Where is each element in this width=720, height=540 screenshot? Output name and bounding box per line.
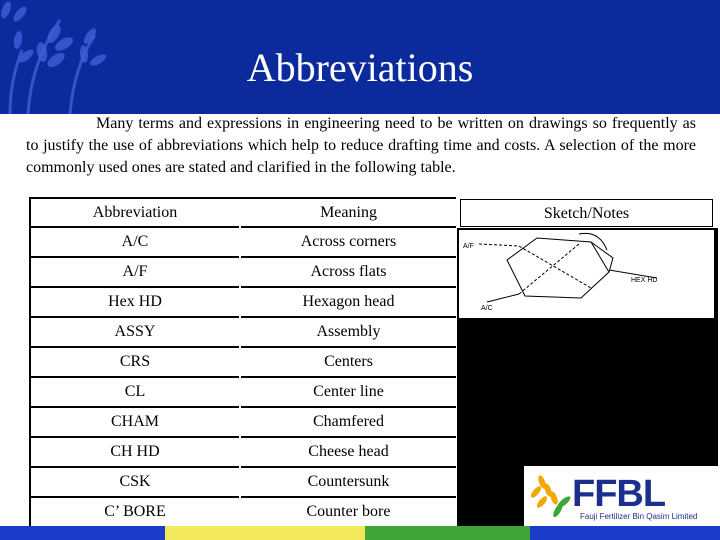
footer-color-bar [0, 526, 720, 540]
logo-name: FFBL [572, 473, 666, 515]
title-banner [0, 0, 720, 114]
table-row [31, 406, 456, 436]
meaning-cell: Across corners [241, 226, 456, 256]
meaning-cell: Counter bore [241, 496, 456, 526]
logo-subtitle: Fauji Fertilizer Bin Qasim Limited [580, 512, 698, 521]
table-row [31, 226, 456, 256]
label-hex-hd: HEX HD [631, 277, 658, 284]
table-header-row [31, 199, 456, 226]
table-row [31, 496, 456, 526]
wheat-logo-icon [528, 470, 572, 522]
abbreviation-cell: A/C [31, 226, 239, 256]
table-row [31, 286, 456, 316]
page-title: Abbreviations [246, 45, 474, 90]
abbreviation-cell: CH HD [31, 436, 239, 466]
table-row [31, 346, 456, 376]
meaning-cell: Across flats [241, 256, 456, 286]
table-row [31, 376, 456, 406]
meaning-cell: Assembly [241, 316, 456, 346]
meaning-cell: Cheese head [241, 436, 456, 466]
abbreviation-cell: A/F [31, 256, 239, 286]
meaning-cell: Chamfered [241, 406, 456, 436]
abbreviation-cell: C’ BORE [31, 496, 239, 526]
meaning-cell: Hexagon head [241, 286, 456, 316]
table-row [31, 316, 456, 346]
abbreviation-table [31, 199, 456, 526]
meaning-cell: Centers [241, 346, 456, 376]
label-ac: A/C [481, 305, 493, 312]
abbreviation-cell: Hex HD [31, 286, 239, 316]
abbreviation-cell: CL [31, 376, 239, 406]
header-meaning: Meaning [241, 199, 456, 226]
meaning-cell: Countersunk [241, 466, 456, 496]
table-row [31, 256, 456, 286]
hexagon-bolt-sketch [459, 230, 714, 318]
abbreviation-cell: CSK [31, 466, 239, 496]
abbreviation-cell: ASSY [31, 316, 239, 346]
header-sketch-notes: Sketch/Notes [460, 199, 713, 227]
header-abbreviation: Abbreviation [31, 199, 239, 226]
abbreviation-cell: CRS [31, 346, 239, 376]
intro-paragraph: Many terms and expressions in engineering need to be written on drawings so frequently as to justify the use of abbreviations which help to reduce drafting time and costs. A selection of the more commonly used ones are stated and clarified in the following table. [26, 115, 696, 176]
table-row [31, 436, 456, 466]
label-af: A/F [463, 243, 474, 250]
meaning-cell: Center line [241, 376, 456, 406]
table-row [31, 466, 456, 496]
abbreviation-cell: CHAM [31, 406, 239, 436]
